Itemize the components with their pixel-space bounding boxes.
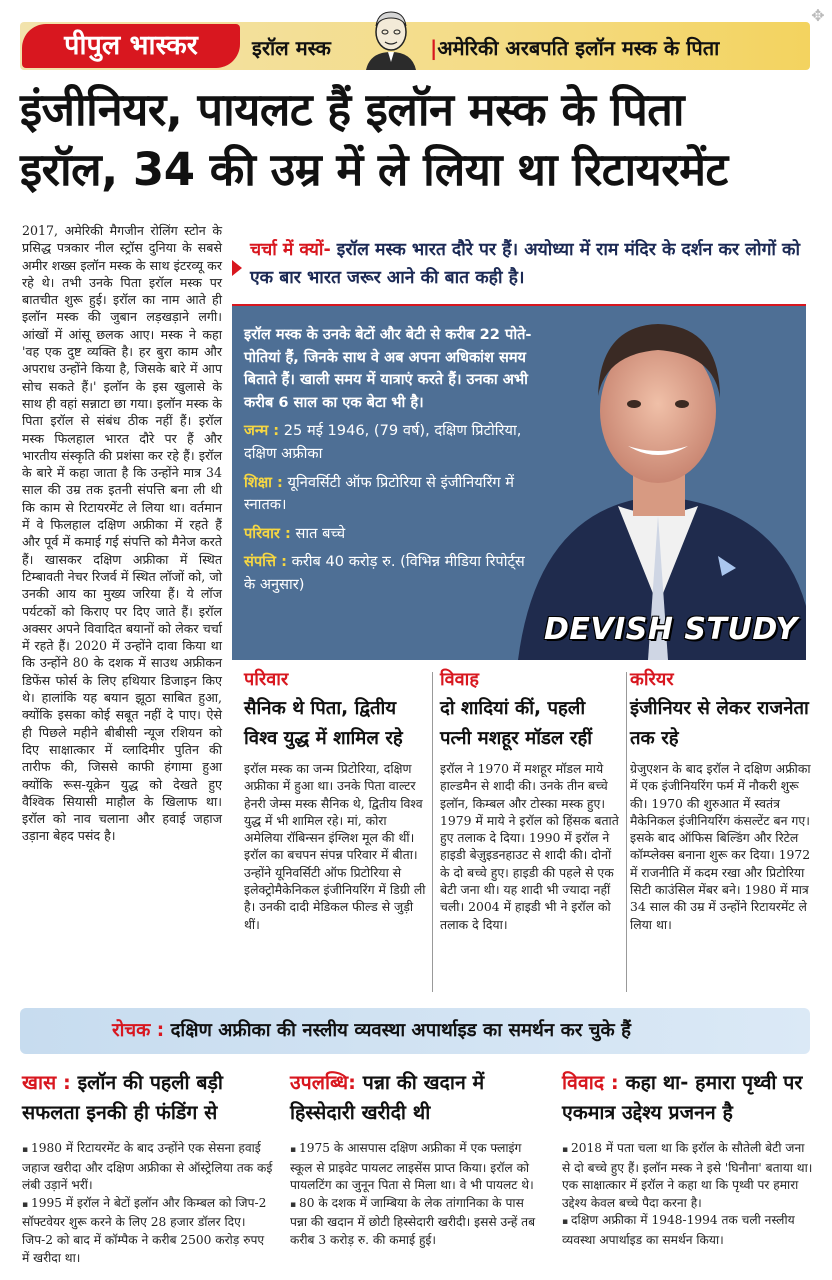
column-body: इरॉल ने 1970 में मशहूर मॉडल माये हाल्डमैन से शादी की। उनके तीन बच्चे इलॉन, किम्बल और टोस्का मस्क हुए। 1979 में माये ने इरॉल को हिंसक बताते हुए तलाक दे दिया। 1990 में इरॉल ने हाइडी बेज़ुइडनहाउट से शादी की। दोनों के दो बच्चे हुए। हाइडी की पहले से एक बेटी जना थी। यह शादी भी ज्यादा नहीं चली। 2004 में हाइडी भी ने इरॉल को तलाक दे दिया। (440, 761, 619, 932)
brand-logo: पीपुल भास्कर (22, 24, 240, 68)
left-column-article: 2017, अमेरिकी मैगजीन रोलिंग स्टोन के प्रसिद्ध पत्रकार नील स्ट्रॉस दुनिया के सबसे अमीर शख्स इलॉन मस्क के साथ इंटरव्यू कर रहे थे। तभी उनके पिता इरॉल मस्क पर बातचीत शुरू हुई। इरॉल का नाम आते ही इलॉन मस्क की जुबान लड़खड़ाने लगी। आंखों में आंसू छलक आए। मस्क ने कहा 'वह एक दुष्ट व्यक्ति है। हर बुरा काम और अपराध उन्होंने किया है, जिसके बारे में आप सोच सकते हैं।' इलॉन के इस खुलासे के साथ ही वहां सन्नाटा छा गया। इलॉन मस्क के पिता इरॉल से संबंध ठीक नहीं हैं। इरॉल मस्क फिलहाल भारत दौरे पर हैं और भारतीय संस्कृति की प्रशंसा कर रहे हैं। इरॉल के बारे में कहा जाता है कि उन्होंने मात्र 34 साल की उम्र तक इतनी संपत्ति बना ली थी कि काम से रिटायरमेंट ले लिया था। वर्तमान में वे फिलहाल दक्षिण अफ्रीका में रहते हैं और पूर्व में कमाई गई संपत्ति को मैनेज करते हैं। खासकर दक्षिण अफ्रीका में स्थित टिम्बावती नेचर रिजर्व में स्थित लॉजों को, जो उनकी आय का मुख्य जरिया हैं। ये लॉज पर्यटकों को किराए पर दिए जाते हैं। इरॉल अक्सर अपने विवादित बयानों को लेकर चर्चा में रहते हैं। 2020 में उन्होंने दावा किया था कि उन्होंने 80 के दशक में साउथ अफ्रीकन डिफेंस फोर्स के लिए हथियार डिजाइन किए थे। हालांकि यह बयान झूठा साबित हुआ, क्योंकि इसका कोई सबूत नहीं दे पाए। ऐसे ही पिछले महीने बीबीसी न्यूज रशियन को दिए साक्षात्कार में व्लादिमीर पुतिन की तारीफ की, जिससे काफी हंगामा हुआ क्योंकि रूस-यूक्रेन युद्ध को देखते हुए वैश्विक सियासी माहौल के खिलाफ था। इरॉल को नाव चलाना और हवाई जहाज उड़ाना बेहद पसंद है। (22, 223, 222, 844)
bottom-section-uplabdhi (290, 1068, 542, 1250)
triangle-marker-icon (232, 260, 242, 276)
headline-line-1: इंजीनियर, पायलट हैं इलॉन मस्क के पिता (20, 83, 685, 136)
bottom-heading-text: पन्ना की खदान में हिस्सेदारी खरीदी थी (290, 1071, 485, 1124)
fact-value: यूनिवर्सिटी ऑफ प्रिटोरिया से इंजीनियरिंग में स्नातक। (244, 473, 515, 514)
bottom-label: विवाद : (562, 1071, 619, 1094)
move-handle-icon[interactable]: ✥ (811, 6, 825, 25)
header-portrait-sketch (358, 4, 424, 70)
column-title: दो शादियां कीं, पहली पत्नी मशहूर मॉडल रहीं (440, 698, 593, 749)
column-divider (432, 672, 433, 992)
fact-key: शिक्षा : (244, 473, 283, 491)
bottom-section-khas (22, 1068, 274, 1267)
headline-line-2: इरॉल, 34 की उम्र में ले लिया था रिटायरमेंट (20, 143, 728, 196)
column-marriage (440, 668, 622, 933)
fact-value: सात बच्चे (290, 524, 346, 542)
fact-wealth (244, 551, 536, 596)
charcha-label: चर्चा में क्यों- (250, 240, 331, 260)
info-panel (232, 306, 806, 660)
watermark-text: DEVISH STUDY (544, 612, 798, 647)
column-body: इरॉल मस्क का जन्म प्रिटोरिया, दक्षिण अफ्रीका में हुआ था। उनके पिता वाल्टर हेनरी जेम्स मस्क सैनिक थे, द्वितीय विश्व युद्ध में भी शामिल रहे। मां, कोरा अमेलिया रॉबिन्सन इंग्लिश मूल की थीं। इरॉल का बचपन संपन्न परिवार में बीता। उन्होंने यूनिवर्सिटी ऑफ प्रिटोरिया से इलेक्ट्रोमैकेनिकल इंजीनियरिंग में डिग्री ली है। उनकी दादी मेडिकल फील्ड से जुड़ी थीं। (244, 761, 426, 932)
headline (20, 80, 820, 200)
bottom-section-vivad (562, 1068, 814, 1250)
list-item: ▪ 2018 में पता चला था कि इरॉल के सौतेली बेटी जना से दो बच्चे हुए हैं। इलॉन मस्क ने इसे 'घिनौना' बताया था। एक साक्षात्कार में इरॉल ने कहा था कि पृथ्वी पर हमारा उद्देश्य केवल बच्चे पैदा करना है। (562, 1140, 814, 1212)
portrait-photo (508, 306, 806, 660)
header-person-name: इरॉल मस्क (252, 36, 331, 60)
rochak-bar (20, 1008, 810, 1054)
charcha-box (232, 236, 814, 292)
fact-family (244, 523, 536, 546)
column-body: ग्रेजुएशन के बाद इरॉल ने दक्षिण अफ्रीका में एक इंजीनियरिंग फर्म में नौकरी शुरू की। 1970 की शुरुआत में स्वतंत्र मैकेनिकल इंजीनियरिंग कंसल्टेंट बन गए। इसके बाद ऑफिस बिल्डिंग और रिटेल कॉम्प्लेक्स बनाना शुरू कर दिया। 1972 में राजनीति में कदम रखा और प्रिटोरिया सिटी काउंसिल मेंबर बने। 1980 में मात्र 34 साल की उम्र में उन्होंने रिटायरमेंट ले लिया था। (630, 761, 811, 932)
bottom-bullets (562, 1140, 814, 1250)
column-tag: विवाह (440, 669, 479, 690)
list-item: ▪ 1980 में रिटायरमेंट के बाद उन्होंने एक सेसना हवाई जहाज खरीदा और दक्षिण अफ्रीका से ऑस्ट्रेलिया तक कई लंबी उड़ानें भरीं। (22, 1140, 274, 1195)
bottom-label: उपलब्धि: (290, 1071, 356, 1094)
bottom-heading (562, 1068, 814, 1128)
fact-education (244, 472, 536, 517)
column-title: इंजीनियर से लेकर राजनेता तक रहे (630, 698, 809, 749)
bottom-heading (290, 1068, 542, 1128)
column-title: सैनिक थे पिता, द्वितीय विश्व युद्ध में शामिल रहे (244, 698, 403, 749)
info-intro: इरॉल मस्क के उनके बेटों और बेटी से करीब 22 पोते-पोतियां हैं, जिनके साथ वे अब अपना अधिकांश समय बिताते हैं। खाली समय में यात्राएं करते हैं। उनका अभी करीब 6 साल का एक बेटा भी है। (244, 326, 532, 411)
list-item: ▪ 80 के दशक में जाम्बिया के लेक तांगानिका के पास पन्ना की खदान में छोटी हिस्सेदारी खरीदी। इससे उन्हें तब करीब 3 करोड़ रु. की कमाई हुई। (290, 1195, 542, 1250)
column-divider (626, 672, 627, 992)
bottom-heading-text: कहा था- हमारा पृथ्वी पर एकमात्र उद्देश्य प्रजनन है (562, 1071, 803, 1124)
fact-value: 25 मई 1946, (79 वर्ष), दक्षिण प्रिटोरिया, दक्षिण अफ्रीका (244, 422, 522, 462)
bottom-heading-text: इलॉन की पहली बड़ी सफलता इनकी ही फंडिंग से (22, 1071, 223, 1124)
column-tag: परिवार (244, 669, 289, 690)
info-panel-text (244, 324, 536, 603)
header-subtitle (430, 34, 719, 61)
fact-key: संपत्ति : (244, 553, 287, 571)
fact-key: जन्म : (244, 422, 280, 440)
fact-value: करीब 40 करोड़ रु. (विभिन्न मीडिया रिपोर्ट्स के अनुसार) (244, 553, 525, 593)
list-item: ▪ 1995 में इरॉल ने बेटों इलॉन और किम्बल को जिप-2 सॉफ्टवेयर शुरू करने के लिए 28 हजार डॉलर दिए। जिप-2 को बाद में कॉम्पैक ने करीब 2500 करोड़ रुपए में खरीदा था। (22, 1195, 274, 1267)
header-separator: | (430, 36, 438, 60)
bottom-bullets (290, 1140, 542, 1250)
fact-key: परिवार : (244, 524, 291, 542)
column-tag: करियर (630, 669, 674, 690)
rochak-label: रोचक : (112, 1020, 165, 1041)
list-item: ▪ दक्षिण अफ्रीका में 1948-1994 तक चली नस्लीय व्यवस्था अपार्थाइड का समर्थन किया। (562, 1212, 814, 1249)
bottom-heading (22, 1068, 274, 1128)
bottom-label: खास : (22, 1071, 71, 1094)
fact-birth (244, 420, 536, 465)
column-family (244, 668, 426, 933)
bottom-bullets (22, 1140, 274, 1267)
header-subtitle-text: अमेरिकी अरबपति इलॉन मस्क के पिता (437, 36, 720, 60)
column-career (630, 668, 812, 933)
list-item: ▪ 1975 के आसपास दक्षिण अफ्रीका में एक फ्लाइंग स्कूल से प्राइवेट पायलट लाइसेंस प्राप्त किया। इरॉल को पायलटिंग का जुनून पिता से मिला था। वे भी पायलट थे। (290, 1140, 542, 1195)
charcha-text: इरॉल मस्क भारत दौरे पर हैं। अयोध्या में राम मंदिर के दर्शन कर लोगों को एक बार भारत जरूर आने की बात कही है। (250, 240, 801, 288)
rochak-text: दक्षिण अफ्रीका की नस्लीय व्यवस्था अपार्थाइड का समर्थन कर चुके हैं (164, 1020, 631, 1041)
